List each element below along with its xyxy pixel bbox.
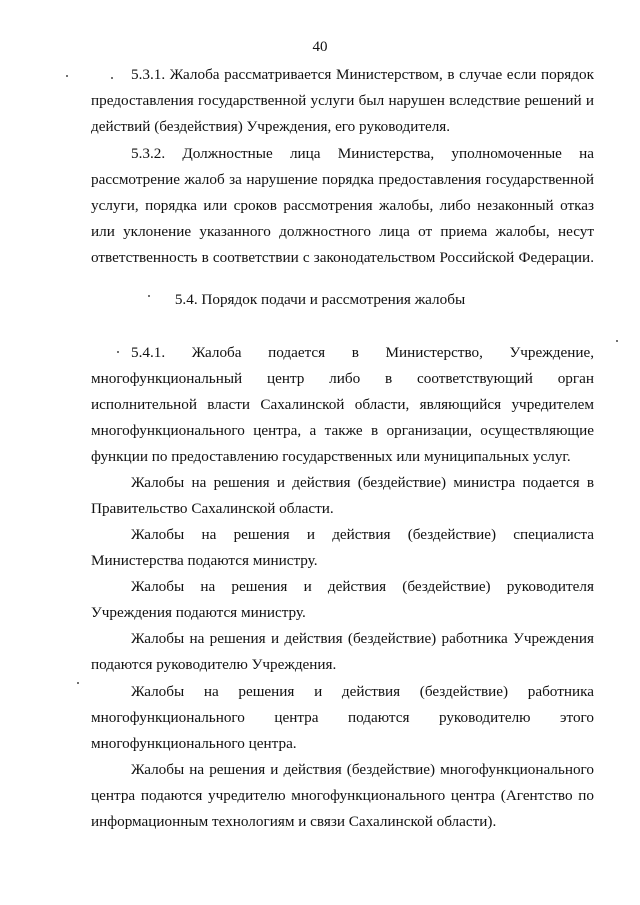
paragraph-5-4-1-line-5: функции по предоставлению государственных или муниципальных услуг. <box>91 448 571 465</box>
paragraph-employee-line-1: Жалобы на решения и действия (бездействие) работника Учреждения <box>131 630 594 647</box>
paragraph-5-3-2-line-2: рассмотрение жалоб за нарушение порядка предоставления государственной <box>91 171 594 188</box>
paragraph-minister-line-1: Жалобы на решения и действия (бездействие) министра подается в <box>131 474 594 491</box>
paragraph-mfc-line-1: Жалобы на решения и действия (бездействие) многофункционального <box>131 761 594 778</box>
paragraph-head-line-1: Жалобы на решения и действия (бездействие) руководителя <box>131 578 594 595</box>
paragraph-employee-line-2: подаются руководителю Учреждения. <box>91 656 337 673</box>
section-5-4-heading: 5.4. Порядок подачи и рассмотрения жалобы <box>174 291 466 308</box>
scan-speck <box>66 75 68 77</box>
paragraph-specialist-line-2: Министерства подаются министру. <box>91 552 318 569</box>
page-number: 40 <box>312 39 328 55</box>
paragraph-mfc-line-2: центра подаются учредителю многофункционального центра (Агентство по <box>91 787 594 804</box>
paragraph-5-4-1-line-3: исполнительной власти Сахалинской области, являющийся учредителем <box>91 396 594 413</box>
scan-speck <box>616 340 618 342</box>
paragraph-mfc-employee-line-2: многофункционального центра подаются руководителю этого <box>91 709 594 726</box>
paragraph-head-line-2: Учреждения подаются министру. <box>91 604 306 621</box>
paragraph-minister-line-2: Правительство Сахалинской области. <box>91 500 334 517</box>
paragraph-5-3-2-line-3: услуги, порядка или сроков рассмотрения жалобы, либо незаконный отказ <box>91 197 594 214</box>
paragraph-mfc-line-3: информационным технологиям и связи Сахалинской области). <box>91 813 497 830</box>
paragraph-5-3-1-line-1: 5.3.1. Жалоба рассматривается Министерством, в случае если порядок <box>131 66 594 83</box>
paragraph-5-3-2-line-5: ответственность в соответствии с законодательством Российской Федерации. <box>91 249 594 266</box>
scan-speck <box>111 77 113 79</box>
paragraph-5-3-2-line-4: или уклонение указанного должностного лица от приема жалобы, несут <box>91 223 594 240</box>
paragraph-mfc-employee-line-1: Жалобы на решения и действия (бездействие) работника <box>131 683 594 700</box>
paragraph-5-4-1-line-2: многофункциональный центр либо в соответствующий орган <box>91 370 594 387</box>
scan-speck <box>117 351 119 353</box>
paragraph-5-4-1-line-4: многофункционального центра, а также в организации, осуществляющие <box>91 422 594 439</box>
paragraph-specialist-line-1: Жалобы на решения и действия (бездействие) специалиста <box>131 526 594 543</box>
paragraph-5-3-1-line-2: предоставления государственной услуги был нарушен вследствие решений и <box>91 92 594 109</box>
paragraph-5-3-2-line-1: 5.3.2. Должностные лица Министерства, уполномоченные на <box>131 145 594 162</box>
paragraph-5-4-1-line-1: 5.4.1. Жалоба подается в Министерство, Учреждение, <box>131 344 594 361</box>
paragraph-5-3-1-line-3: действий (бездействия) Учреждения, его руководителя. <box>91 118 451 135</box>
scan-speck <box>148 295 150 297</box>
paragraph-mfc-employee-line-3: многофункционального центра. <box>91 735 297 752</box>
scan-speck <box>77 682 79 684</box>
